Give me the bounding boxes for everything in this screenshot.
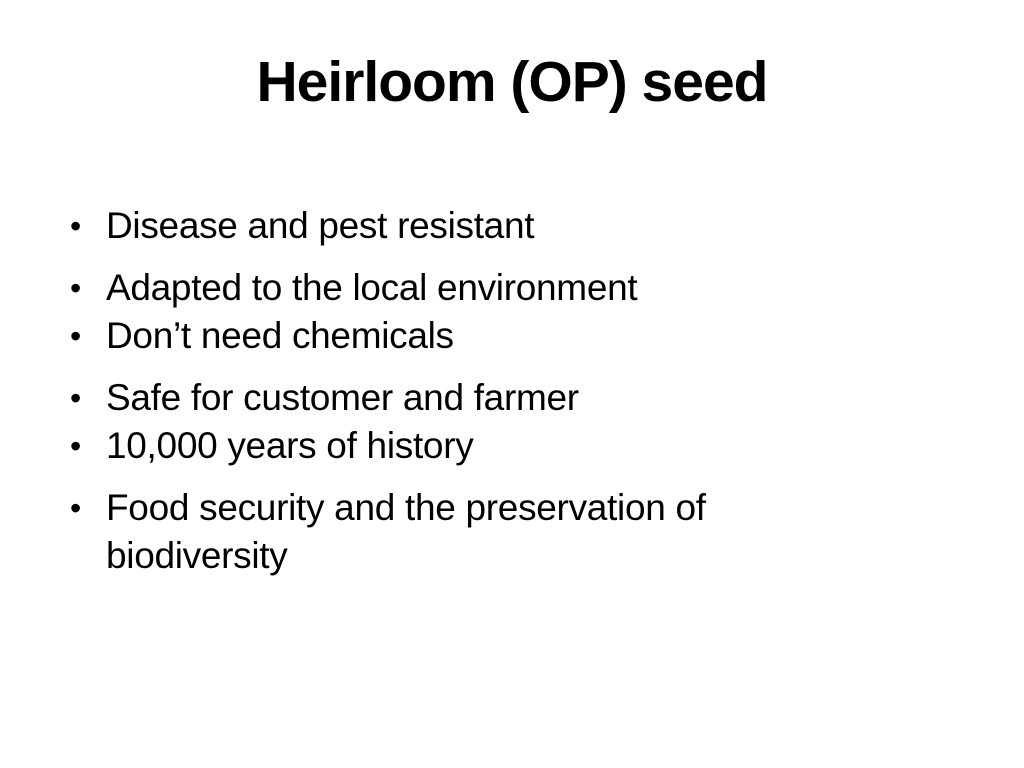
bullet-item — [70, 312, 994, 360]
bullet-text: Food security and the preservation of biodiversity — [106, 487, 706, 577]
bullet-icon: • — [70, 208, 81, 245]
bullet-icon: • — [70, 428, 81, 465]
bullet-text: Don’t need chemicals — [106, 315, 454, 357]
bullet-item — [70, 202, 994, 250]
bullet-icon: • — [70, 490, 81, 527]
bullet-list — [0, 202, 1024, 580]
bullet-text: Safe for customer and farmer — [106, 377, 579, 419]
slide-title: Heirloom (OP) seed — [256, 50, 768, 114]
bullet-icon: • — [70, 380, 81, 417]
bullet-text: 10,000 years of history — [106, 425, 474, 467]
bullet-item — [70, 374, 994, 422]
bullet-text: Disease and pest resistant — [106, 205, 535, 247]
bullet-item — [70, 264, 994, 312]
bullet-icon: • — [70, 270, 81, 307]
bullet-icon: • — [70, 318, 81, 355]
bullet-item — [70, 422, 994, 470]
bullet-item — [70, 484, 994, 580]
bullet-text: Adapted to the local environment — [106, 267, 638, 309]
